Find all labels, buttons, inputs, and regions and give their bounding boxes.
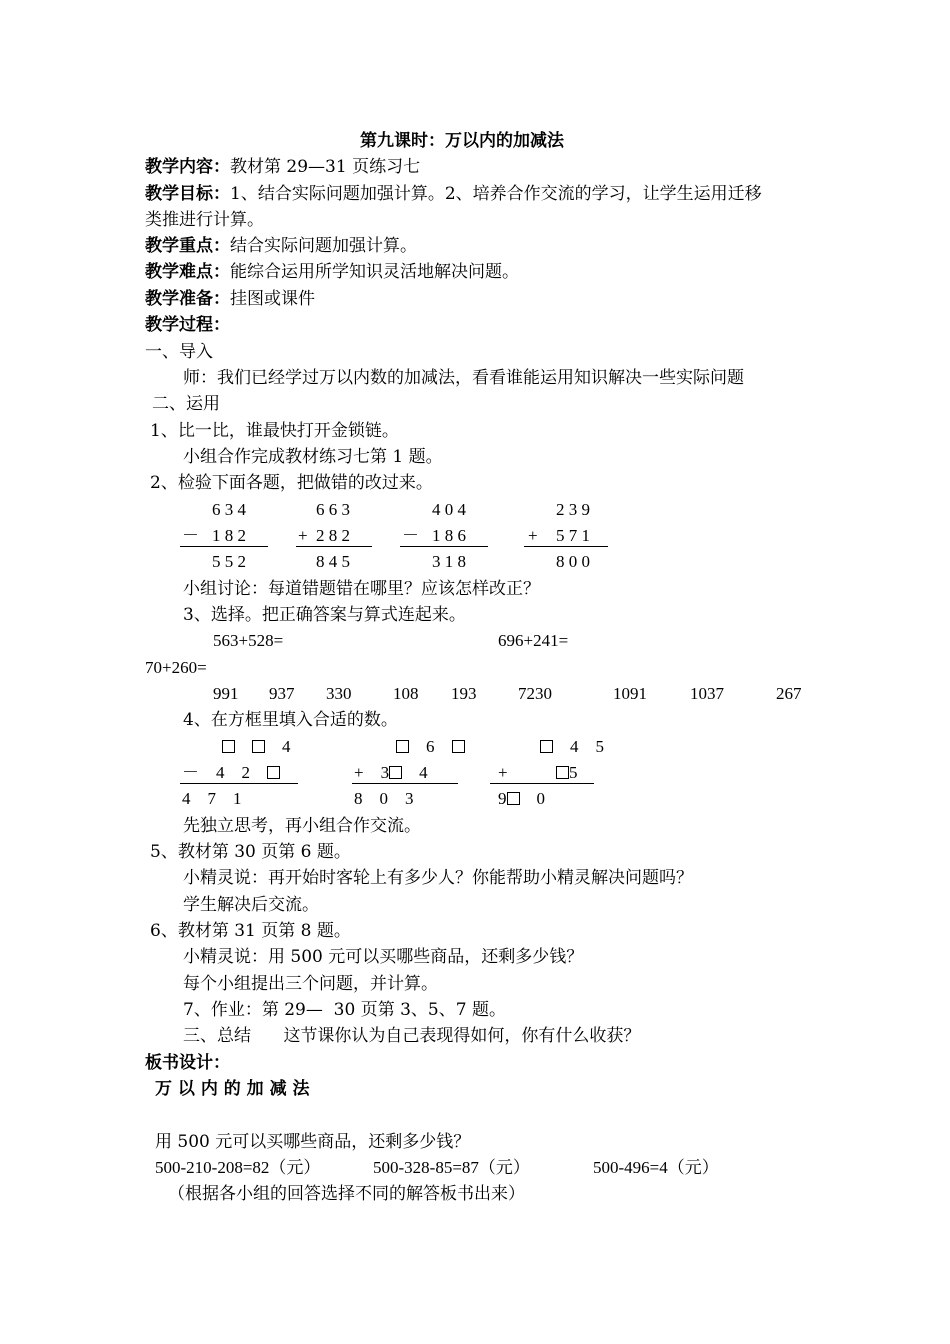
check-p1-result: 5 5 2 xyxy=(212,552,246,571)
fill-p1-line xyxy=(180,783,298,784)
prep-text: 挂图或课件 xyxy=(230,289,315,309)
board-title: 万 以 内 的 加 减 法 xyxy=(155,1079,310,1099)
check-p3-line xyxy=(400,546,488,547)
fill-p3-second: 5 xyxy=(569,763,578,782)
item2-discuss: 小组讨论：每道错题错在哪里？应该怎样改正？ xyxy=(183,579,540,599)
answer-1: 991 xyxy=(213,684,239,703)
board-eq1: 500-210-208=82（元） xyxy=(155,1158,321,1177)
fill-p3-top-a: 4 xyxy=(570,737,579,756)
board-eq2: 500-328-85=87（元） xyxy=(373,1158,530,1177)
check-p1-top: 6 3 4 xyxy=(212,500,246,519)
blank-box xyxy=(252,740,265,753)
section2-heading: 二、运用 xyxy=(152,394,220,414)
item4: 4、在方框里填入合适的数。 xyxy=(183,710,398,730)
expr3: 70+260= xyxy=(145,658,207,677)
blank-box xyxy=(507,792,520,805)
goals-text-2: 类推进行计算。 xyxy=(145,210,264,230)
check-p2-second: 2 8 2 xyxy=(316,526,350,545)
content-label: 教学内容： xyxy=(145,157,230,177)
check-p3-second: 1 8 6 xyxy=(432,526,466,545)
item6-sub2: 每个小组提出三个问题，并计算。 xyxy=(183,974,438,994)
blank-box xyxy=(389,766,402,779)
fill-p3-result-a: 9 xyxy=(498,789,507,808)
check-p2-result: 8 4 5 xyxy=(316,552,350,571)
check-p3-op: － xyxy=(402,526,419,545)
fill-p3-op: + xyxy=(498,763,508,782)
section3-heading: 三、总结 xyxy=(183,1026,251,1046)
check-p1-second: 1 8 2 xyxy=(212,526,246,545)
page-title: 第九课时：万以内的加减法 xyxy=(360,131,564,151)
section3-row xyxy=(183,1023,640,1049)
answer-7: 1091 xyxy=(613,684,647,703)
answer-9: 267 xyxy=(776,684,802,703)
content-row xyxy=(145,154,420,180)
fill-p2-mid: 6 xyxy=(426,737,435,756)
content-text: 教材第 29—31 页练习七 xyxy=(230,157,421,177)
board-question: 用 500 元可以买哪些商品，还剩多少钱？ xyxy=(155,1132,471,1152)
fill-p2-line xyxy=(352,783,458,784)
blank-box xyxy=(222,740,235,753)
item6-sub1: 小精灵说：用 500 元可以买哪些商品，还剩多少钱？ xyxy=(183,947,584,967)
item2: 2、检验下面各题，把做错的改过来。 xyxy=(150,473,433,493)
check-p4-op: + xyxy=(528,526,538,545)
blank-box xyxy=(396,740,409,753)
answer-8: 1037 xyxy=(690,684,724,703)
difficulty-text: 能综合运用所学知识灵活地解决问题。 xyxy=(230,262,519,282)
blank-box xyxy=(540,740,553,753)
item3: 3、选择。把正确答案与算式连起来。 xyxy=(183,605,466,625)
fill-p2-second-a: 3 xyxy=(380,763,390,782)
item4-sub: 先独立思考，再小组合作交流。 xyxy=(183,816,421,836)
check-p3-result: 3 1 8 xyxy=(432,552,466,571)
fill-p2-top xyxy=(396,734,465,760)
section1-text: 师：我们已经学过万以内数的加减法，看看谁能运用知识解决一些实际问题 xyxy=(183,368,744,388)
fill-p2-result: 8 0 3 xyxy=(354,789,414,808)
check-p2-line xyxy=(296,546,372,547)
answer-2: 937 xyxy=(269,684,295,703)
fill-p3-line xyxy=(490,783,594,784)
fill-p2-second-b: 4 xyxy=(419,763,428,782)
board-label: 板书设计： xyxy=(145,1053,230,1073)
check-p2-op: + xyxy=(298,526,308,545)
fill-p1-second: 4 2 xyxy=(216,763,250,782)
fill-p3-top-b: 5 xyxy=(595,737,604,756)
check-p4-second: 5 7 1 xyxy=(556,526,590,545)
difficulty-row xyxy=(145,259,519,285)
answer-3: 330 xyxy=(326,684,352,703)
item7: 7、作业：第 29— 30 页第 3、5、7 题。 xyxy=(183,1000,506,1020)
section3-text: 这节课你认为自己表现得如何，你有什么收获？ xyxy=(283,1026,641,1046)
fill-p1-result: 4 7 1 xyxy=(182,789,242,808)
section1-heading: 一、导入 xyxy=(145,342,213,362)
item1-sub: 小组合作完成教材练习七第 1 题。 xyxy=(183,447,443,467)
expr2: 696+241= xyxy=(498,631,569,650)
expr1: 563+528= xyxy=(213,631,284,650)
difficulty-label: 教学难点： xyxy=(145,262,230,282)
check-p4-top: 2 3 9 xyxy=(556,500,590,519)
item1: 1、比一比，谁最快打开金锁链。 xyxy=(150,421,399,441)
check-p2-top: 6 6 3 xyxy=(316,500,350,519)
check-p1-op: － xyxy=(182,526,199,545)
item5-sub2: 学生解决后交流。 xyxy=(183,895,319,915)
answer-5: 193 xyxy=(451,684,477,703)
item5-sub1: 小精灵说：再开始时客轮上有多少人？你能帮助小精灵解决问题吗？ xyxy=(183,868,693,888)
board-note: （根据各小组的回答选择不同的解答板书出来） xyxy=(168,1184,525,1204)
focus-text: 结合实际问题加强计算。 xyxy=(230,236,417,256)
focus-row xyxy=(145,233,417,259)
blank-box xyxy=(267,766,280,779)
goals-row xyxy=(145,181,762,207)
board-eq3: 500-496=4（元） xyxy=(593,1158,719,1177)
prep-label: 教学准备： xyxy=(145,289,230,309)
focus-label: 教学重点： xyxy=(145,236,230,256)
fill-p1-op: － xyxy=(182,763,199,782)
fill-p2-op: + xyxy=(354,763,364,782)
fill-p3-result-b: 0 xyxy=(536,789,545,808)
fill-p1-top xyxy=(222,734,291,760)
goals-text-1: 1、结合实际问题加强计算。2、培养合作交流的学习，让学生运用迁移 xyxy=(230,184,762,204)
fill-p1-top-digit: 4 xyxy=(282,737,291,756)
fill-p3-result-row xyxy=(498,786,545,812)
process-label: 教学过程： xyxy=(145,315,230,335)
prep-row xyxy=(145,286,315,312)
check-p4-line xyxy=(524,546,608,547)
fill-p3-top xyxy=(540,734,604,760)
answer-6: 7230 xyxy=(518,684,552,703)
check-p1-line xyxy=(180,546,268,547)
check-p3-top: 4 0 4 xyxy=(432,500,466,519)
goals-label: 教学目标： xyxy=(145,184,230,204)
blank-box xyxy=(452,740,465,753)
answer-4: 108 xyxy=(393,684,419,703)
item6: 6、教材第 31 页第 8 题。 xyxy=(150,921,351,941)
check-p4-result: 8 0 0 xyxy=(556,552,590,571)
blank-box xyxy=(556,766,569,779)
item5: 5、教材第 30 页第 6 题。 xyxy=(150,842,351,862)
